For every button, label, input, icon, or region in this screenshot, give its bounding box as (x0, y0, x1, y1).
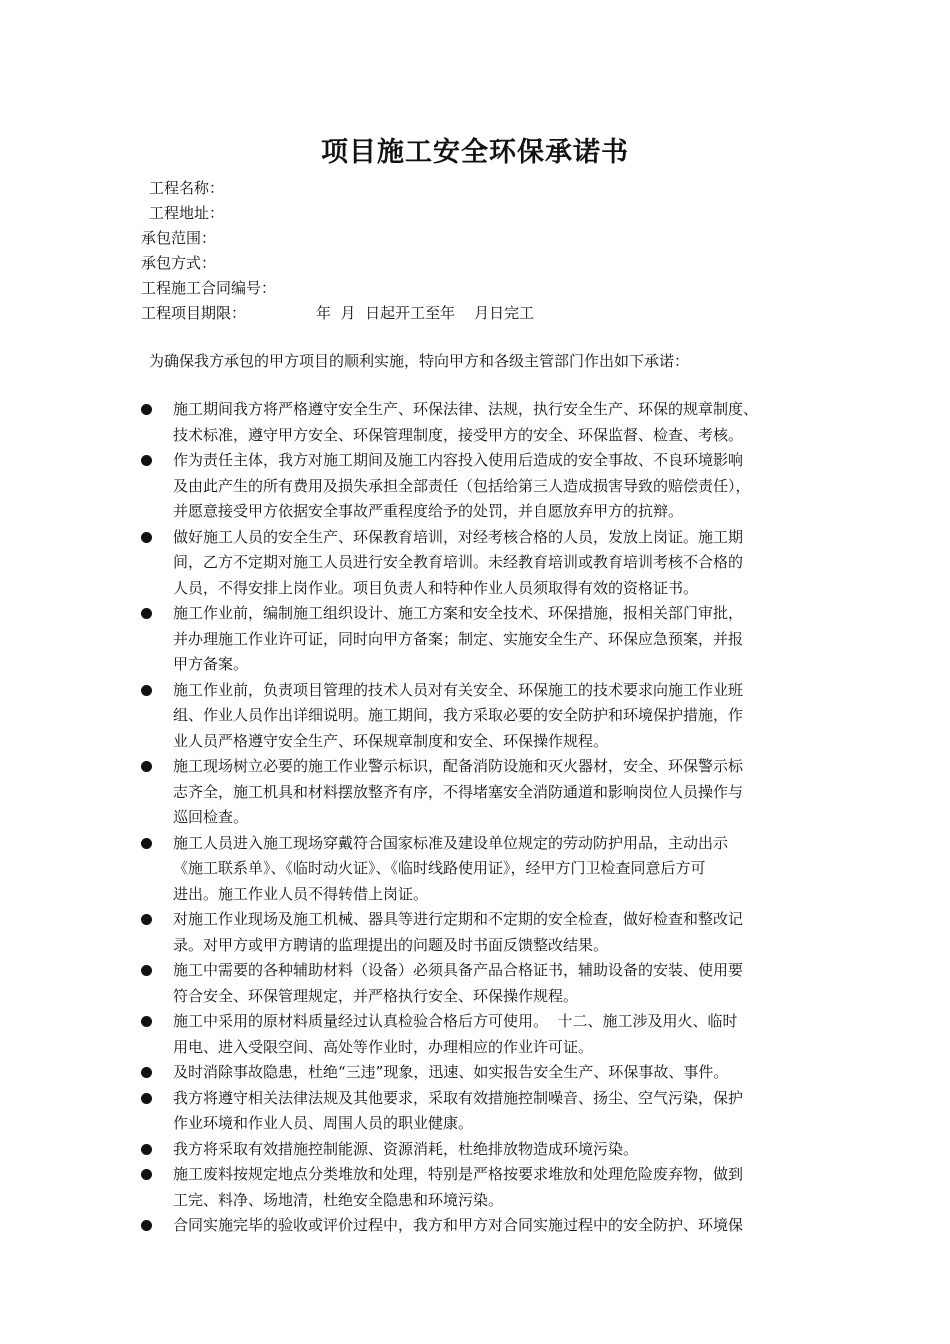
intro-paragraph: 为确保我方承包的甲方项目的顺利实施，特向甲方和各级主管部门作出如下承诺： (149, 352, 690, 370)
commitment-line: 做好施工人员的安全生产、环保教育培训，对经考核合格的人员，发放上岗证。施工期 (173, 527, 744, 546)
bullet-icon (141, 1220, 152, 1231)
commitment-item (0, 1213, 813, 1239)
project-info-fields (141, 176, 841, 326)
commitment-line: 作为责任主体，我方对施工期间及施工内容投入使用后造成的安全事故、不良环境影响 (173, 451, 744, 469)
commitment-line: 及由此产生的所有费用及损失承担全部责任（包括给第三人造成损害导致的赔偿责任）， (173, 476, 751, 495)
commitment-line: 甲方备案。 (173, 655, 249, 673)
bullet-icon (141, 532, 152, 543)
commitment-line: 并办理施工作业许可证，同时向甲方备案；制定、实施安全生产、环保应急预案，并报 (173, 629, 744, 648)
period-label: 工程项目期限： (141, 304, 247, 322)
commitment-item (0, 397, 813, 448)
commitment-line: 施工中采用的原材料质量经过认真检验合格后方可使用。 十二、施工涉及用火、临时 (173, 1012, 738, 1030)
bullet-icon (141, 1144, 152, 1155)
commitment-line: 施工人员进入施工现场穿戴符合国家标准及建设单位规定的劳动防护用品，主动出示 (173, 833, 729, 852)
commitment-item (0, 601, 813, 678)
commitment-item (0, 525, 813, 602)
commitment-line: 用电、进入受限空间、高处等作业时，办理相应的作业许可证。 (173, 1037, 594, 1056)
bullet-icon (141, 608, 152, 619)
commitment-item (0, 1086, 813, 1137)
bullet-icon (141, 965, 152, 976)
commitment-item (0, 448, 813, 525)
commitment-item (0, 678, 813, 755)
field-contract-number: 工程施工合同编号： (141, 279, 277, 297)
commitment-line: 作业环境和作业人员、周围人员的职业健康。 (173, 1114, 474, 1132)
bullet-icon (141, 455, 152, 466)
bullet-icon (141, 1016, 152, 1027)
bullet-icon (141, 1067, 152, 1078)
commitment-line: 录。对甲方或甲方聘请的监理提出的问题及时书面反馈整改结果。 (173, 935, 609, 954)
commitment-line: 工完、料净、场地清，杜绝安全隐患和环境污染。 (173, 1190, 504, 1209)
commitment-line: 我方将采取有效措施控制能源、资源消耗，杜绝排放物造成环境污染。 (173, 1139, 639, 1158)
commitment-line: 巡回检查。 (173, 808, 249, 826)
commitment-item (0, 907, 813, 958)
commitment-item (0, 831, 813, 908)
bullet-icon (141, 761, 152, 772)
commitment-item (0, 1009, 813, 1060)
document-title: 项目施工安全环保承诺书 (321, 137, 629, 168)
commitment-line: 间，乙方不定期对施工人员进行安全教育培训。未经教育培训或教育培训考核不合格的 (173, 553, 744, 571)
commitment-line: 施工现场树立必要的施工作业警示标识，配备消防设施和灭火器材，安全、环保警示标 (173, 757, 744, 775)
bullet-icon (141, 685, 152, 696)
commitment-line: 合同实施完毕的验收或评价过程中，我方和甲方对合同实施过程中的安全防护、环境保 (173, 1216, 744, 1234)
commitment-line: 施工期间我方将严格遵守安全生产、环保法律、法规，执行安全生产、环保的规章制度、 (173, 400, 759, 418)
commitment-item (0, 1060, 813, 1086)
commitment-line: 人员，不得安排上岗作业。项目负责人和特种作业人员须取得有效的资格证书。 (173, 578, 699, 597)
commitment-line: 施工中需要的各种辅助材料（设备）必须具备产品合格证书，辅助设备的安装、使用要 (173, 961, 744, 979)
bullet-icon (141, 914, 152, 925)
commitment-line: 组、作业人员作出详细说明。施工期间，我方采取必要的安全防护和环境保护措施，作 (173, 706, 744, 724)
commitment-item (0, 1137, 813, 1163)
commitment-line: 《施工联系单》、《临时动火证》、《临时线路使用证》，经甲方门卫检查同意后方可 (173, 859, 706, 877)
field-contract-scope: 承包范围： (141, 229, 217, 247)
commitment-line: 施工作业前，负责项目管理的技术人员对有关安全、环保施工的技术要求向施工作业班 (173, 680, 744, 699)
field-contract-method: 承包方式： (141, 254, 217, 272)
commitment-line: 对施工作业现场及施工机械、器具等进行定期和不定期的安全检查，做好检查和整改记 (173, 910, 744, 928)
commitment-item (0, 754, 813, 831)
bullet-icon (141, 404, 152, 415)
commitment-line: 志齐全，施工机具和材料摆放整齐有序，不得堵塞安全消防通道和影响岗位人员操作与 (173, 782, 744, 801)
commitment-line: 并愿意接受甲方依据安全事故严重程度给予的处罚，并自愿放弃甲方的抗辩。 (173, 502, 684, 520)
commitment-list (0, 397, 950, 1239)
bullet-icon (141, 1169, 152, 1180)
commitment-line: 技术标准，遵守甲方安全、环保管理制度，接受甲方的安全、环保监督、检查、考核。 (173, 425, 744, 444)
commitment-item (0, 1162, 813, 1213)
field-project-name: 工程名称： (149, 179, 225, 197)
commitment-line: 符合安全、环保管理规定，并严格执行安全、环保操作规程。 (173, 986, 579, 1005)
commitment-item (0, 958, 813, 1009)
commitment-line: 及时消除事故隐患，杜绝“三违”现象，迅速、如实报告安全生产、环保事故、事件。 (173, 1063, 729, 1081)
bullet-icon (141, 838, 152, 849)
commitment-line: 施工作业前，编制施工组织设计、施工方案和安全技术、环保措施，报相关部门审批， (173, 604, 744, 622)
period-value: 年 月 日起开工至年 月日完工 (316, 304, 535, 322)
bullet-icon (141, 1093, 152, 1104)
commitment-line: 进出。施工作业人员不得转借上岗证。 (173, 884, 429, 903)
commitment-line: 我方将遵守相关法律法规及其他要求，采取有效措施控制噪音、扬尘、空气污染，保护 (173, 1088, 744, 1107)
field-project-address: 工程地址： (149, 204, 225, 222)
commitment-line: 施工废料按规定地点分类堆放和处理，特别是严格按要求堆放和处理危险废弃物，做到 (173, 1165, 744, 1183)
field-project-period (141, 301, 841, 326)
commitment-line: 业人员严格遵守安全生产、环保规章制度和安全、环保操作规程。 (173, 731, 609, 750)
